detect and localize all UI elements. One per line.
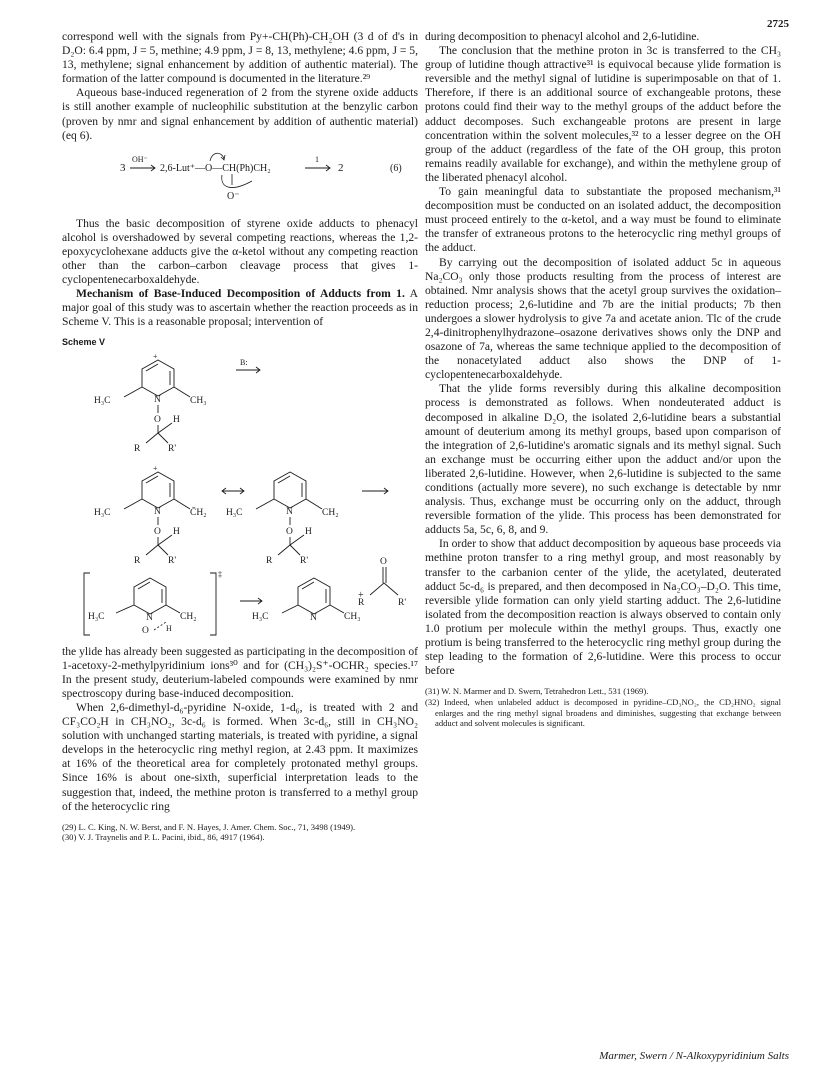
paragraph-text: A major goal of this study was to ascertain whether the reaction proceeds as in Scheme V. This is a reasonable proposal; intervention of xyxy=(62,287,419,329)
svg-text:+: + xyxy=(153,351,158,361)
footnote: (30) V. J. Traynelis and P. L. Pacini, ibid., 86, 4917 (1964). xyxy=(62,832,265,843)
svg-text:R': R' xyxy=(398,597,407,608)
svg-text:H: H xyxy=(305,526,312,537)
eq-leaving-oxide: O⁻ xyxy=(227,190,240,202)
paragraph: By carrying out the decomposition of isolated adduct 5c in aqueous Na₂CO₃ only those products resulting from the process of interest are obtained. Nmr analysis shows that the acetyl group survives the oxidation–reduction process; 2,6-lutidine and 7b are the initial products; 7b then undergoes a slower hydrolysis to give 7a and acetate anion. Tlc of the crude 2,4-dinitrophenylhydrazone–osazone derivatives shows only the DNP and osazone of 7a, whereas the same technique applied to the decomposition of the nonacetylated adduct also shows the DNP of 1-cyclopentenecarboxaldehyde. xyxy=(425,255,781,382)
footnote: (29) L. C. King, N. W. Berst, and F. N. Hayes, J. Amer. Chem. Soc., 71, 3498 (1949). xyxy=(62,821,356,832)
svg-text:C̄H₂: C̄H₂ xyxy=(190,507,207,518)
scheme-v-graphic xyxy=(62,351,418,641)
eq-reagent: OH⁻ xyxy=(132,154,148,164)
svg-text:CH₂: CH₂ xyxy=(322,507,339,518)
svg-text:O: O xyxy=(286,526,293,537)
svg-text:R': R' xyxy=(168,555,177,566)
svg-text:O: O xyxy=(380,556,387,567)
svg-text:+: + xyxy=(153,463,158,473)
svg-text:N: N xyxy=(154,506,161,517)
scheme-label: Scheme V xyxy=(62,336,106,347)
svg-text:H: H xyxy=(173,526,180,537)
svg-text:+: + xyxy=(358,589,364,601)
svg-text:R: R xyxy=(134,443,141,454)
svg-text:N: N xyxy=(146,612,153,623)
paragraph: correspond well with the signals from Py+-CH(Ph)-CH₂OH (3 d of d's in D₂O: 6.4 ppm, J = 5, methine; 4.9 ppm, J = 8, 13, methylene; 4.6 ppm, J = 5, 13, methylene; signal enhancement by addition of authentic material). The formation of the latter compound is documented in the literature.²⁹ xyxy=(62,30,418,86)
paragraph: To gain meaningful data to substantiate the proposed mechanism,³¹ decomposition must be conducted on an isolated adduct, the decomposition must proceed entirely to the α-ketol, and a way must be found to eliminate the transfer of extraneous protons to the heterocyclic ring methyl groups of the adduct. xyxy=(425,185,781,255)
svg-text:H₃C: H₃C xyxy=(88,611,105,622)
paragraph: That the ylide forms reversibly during this alkaline decomposition process is demonstrated as follows. When nondeuterated adduct is decomposed in alkaline D₂O, the isolated 2,6-lutidine bears a substantial amount of deuterium among its methyl groups, based upon comparison of the integration of 2,6-lutidine's aromatic signals and its methyl signal. Such an exchange must be occurring either upon the adduct and/or upon the liberated 2,6-lutidine. However, when 2,6-lutidine is subjected to the same conditions (actually more severe), no such exchange is detectable by nmr analysis. Thus, exchange must be occurring only on the adduct, through reversible formation of the ylide. This process has been demonstrated for adducts 5a, 5c, 6, 8, and 9. xyxy=(425,382,781,537)
svg-text:N: N xyxy=(154,394,161,405)
paragraph: When 2,6-dimethyl-d₆-pyridine N-oxide, 1-d₆, is treated with 2 and CF₃CO₂H in CH₃NO₂, 3c-d₆ is formed. When 3c-d₆, still in CH₃NO₂ solution with unchanged starting materials, is treated with pyridine, a signal develops in the heterocyclic ring methyl region, at 2.43 ppm. It maximizes at 16% of the theoretical area for completely protonated methyl groups. Since 16% is about one-sixth, superficial interpretation leads to the suggestion that, indeed, the methine proton is transferred to a methyl group of the heterocyclic ring xyxy=(62,700,418,813)
eq-reactant: 3 xyxy=(120,161,126,174)
paragraph: Thus the basic decomposition of styrene oxide adducts to phenacyl alcohol is overshadowed by several competing reactions, whereas the 1,2-epoxycyclohexane adducts give the α-ketol without any competing reaction other than the carbon–carbon cleavage process that gives 1-cyclopentenecarboxaldehyde. xyxy=(62,216,418,287)
svg-text:O: O xyxy=(154,526,161,537)
svg-text:H₃C: H₃C xyxy=(226,507,243,518)
svg-text:H₃C: H₃C xyxy=(94,395,111,406)
svg-text:O: O xyxy=(154,414,161,425)
eq-intermediate: 2,6-Lut⁺—O—CH(Ph)CH₂ xyxy=(160,162,271,174)
svg-text:R': R' xyxy=(168,443,177,454)
footnotes-left xyxy=(62,822,418,843)
svg-text:O: O xyxy=(142,625,149,636)
svg-text:H₃C: H₃C xyxy=(252,611,269,622)
running-footer: Marmer, Swern / N-Alkoxypyridinium Salts xyxy=(599,1050,789,1062)
svg-text:‡: ‡ xyxy=(218,569,222,579)
ylide-form-2 xyxy=(226,472,339,566)
paragraph xyxy=(62,287,418,329)
svg-text:B:: B: xyxy=(240,357,248,367)
scheme-v xyxy=(62,351,418,641)
ketone-product xyxy=(358,557,406,608)
page-number: 2725 xyxy=(767,18,789,30)
footnote: (32) Indeed, when unlabeled adduct is decomposed in pyridine–CD₃NO₂, the CD₂HNO₂ signal enlarges and the ring methyl signal broadens and diminishes, suggesting that exchange between adduct and solvent molecules is significant. xyxy=(425,696,781,729)
svg-text:R: R xyxy=(358,597,365,608)
svg-text:R: R xyxy=(134,555,141,566)
footnote: (31) W. N. Marmer and D. Swern, Tetrahedron Lett., 531 (1969). xyxy=(425,686,649,697)
lutidine-product xyxy=(252,578,361,623)
right-column xyxy=(425,30,781,729)
svg-text:R': R' xyxy=(300,555,309,566)
left-column xyxy=(62,30,418,843)
svg-text:N: N xyxy=(286,506,293,517)
svg-text:CH₃: CH₃ xyxy=(190,395,207,406)
equation-6-graphic xyxy=(62,149,418,207)
svg-text:H₃C: H₃C xyxy=(94,507,111,518)
paragraph: the ylide has already been suggested as participating in the decomposition of 1-acetoxy-2-methylpyridinium ions³⁰ and for (CH₃)₂S⁺-OCHR₂ species.¹⁷ In the present study, deuterium-labeled compounds were examined by nmr spectroscopy during base-induced decomposition. xyxy=(62,644,418,700)
paragraph: In order to show that adduct decomposition by aqueous base proceeds via methine proton transfer to a ring methyl group, and most reasonably by transfer to the carbanion center of the ylide, the acetylated, deuterated adduct 5c-d₆ is prepared, and then decomposed in Na₂CO₃–D₂O. This time, reversible ylide formation can only yield starting adduct. The 2,6-lutidine isolated from the decomposition reaction is always observed to contain only 1.0 protium per molecule within the methyl groups. Thus, exactly one protium is being transferred to the heterocyclic ring methyl group during the step leading to the formation of 2,6-lutidine. Were this process to occur before xyxy=(425,537,781,678)
eq-product: 2 xyxy=(338,161,344,174)
eq-number: (6) xyxy=(390,162,402,174)
eq-arrow2-label: 1 xyxy=(315,154,319,164)
svg-text:CH₂: CH₂ xyxy=(180,611,197,622)
footnotes-right xyxy=(425,686,781,728)
ylide-form-1 xyxy=(94,464,207,566)
svg-text:N: N xyxy=(310,612,317,623)
svg-text:CH₃: CH₃ xyxy=(344,611,361,622)
paragraph: during decomposition to phenacyl alcohol and 2,6-lutidine. xyxy=(425,30,700,43)
svg-text:R: R xyxy=(266,555,273,566)
equation-6 xyxy=(62,149,418,207)
section-heading: Mechanism of Base-Induced Decomposition of Adducts from 1. xyxy=(76,287,405,301)
adduct-structure xyxy=(94,352,260,454)
svg-text:H: H xyxy=(166,623,172,633)
paragraph: Aqueous base-induced regeneration of 2 from the styrene oxide adducts is still another example of nucleophilic substitution at the benzylic carbon (proven by nmr and signal enhancement by addition of authentic material) (eq 6). xyxy=(62,86,418,142)
svg-text:H: H xyxy=(173,414,180,425)
paragraph: The conclusion that the methine proton in 3c is transferred to the CH₃ group of lutidine though attractive³¹ is equivocal because ylide formation is reversible and the methyl signal of lutidine is superimposable on that of 1. Therefore, if there is an additional source of exchangeable protons, these protons could find their way to the methyl groups of the adduct before the adduct decomposes. Such exchangeable protons are present in large concentration within the solvent molecules,³² to a lesser degree on the OH group of the adduct (regardless of the fate of the OH group, this proton remains readily available for exchange), and within the methylene group of the liberated phenacyl alcohol. xyxy=(425,44,781,184)
transition-state xyxy=(84,570,222,636)
